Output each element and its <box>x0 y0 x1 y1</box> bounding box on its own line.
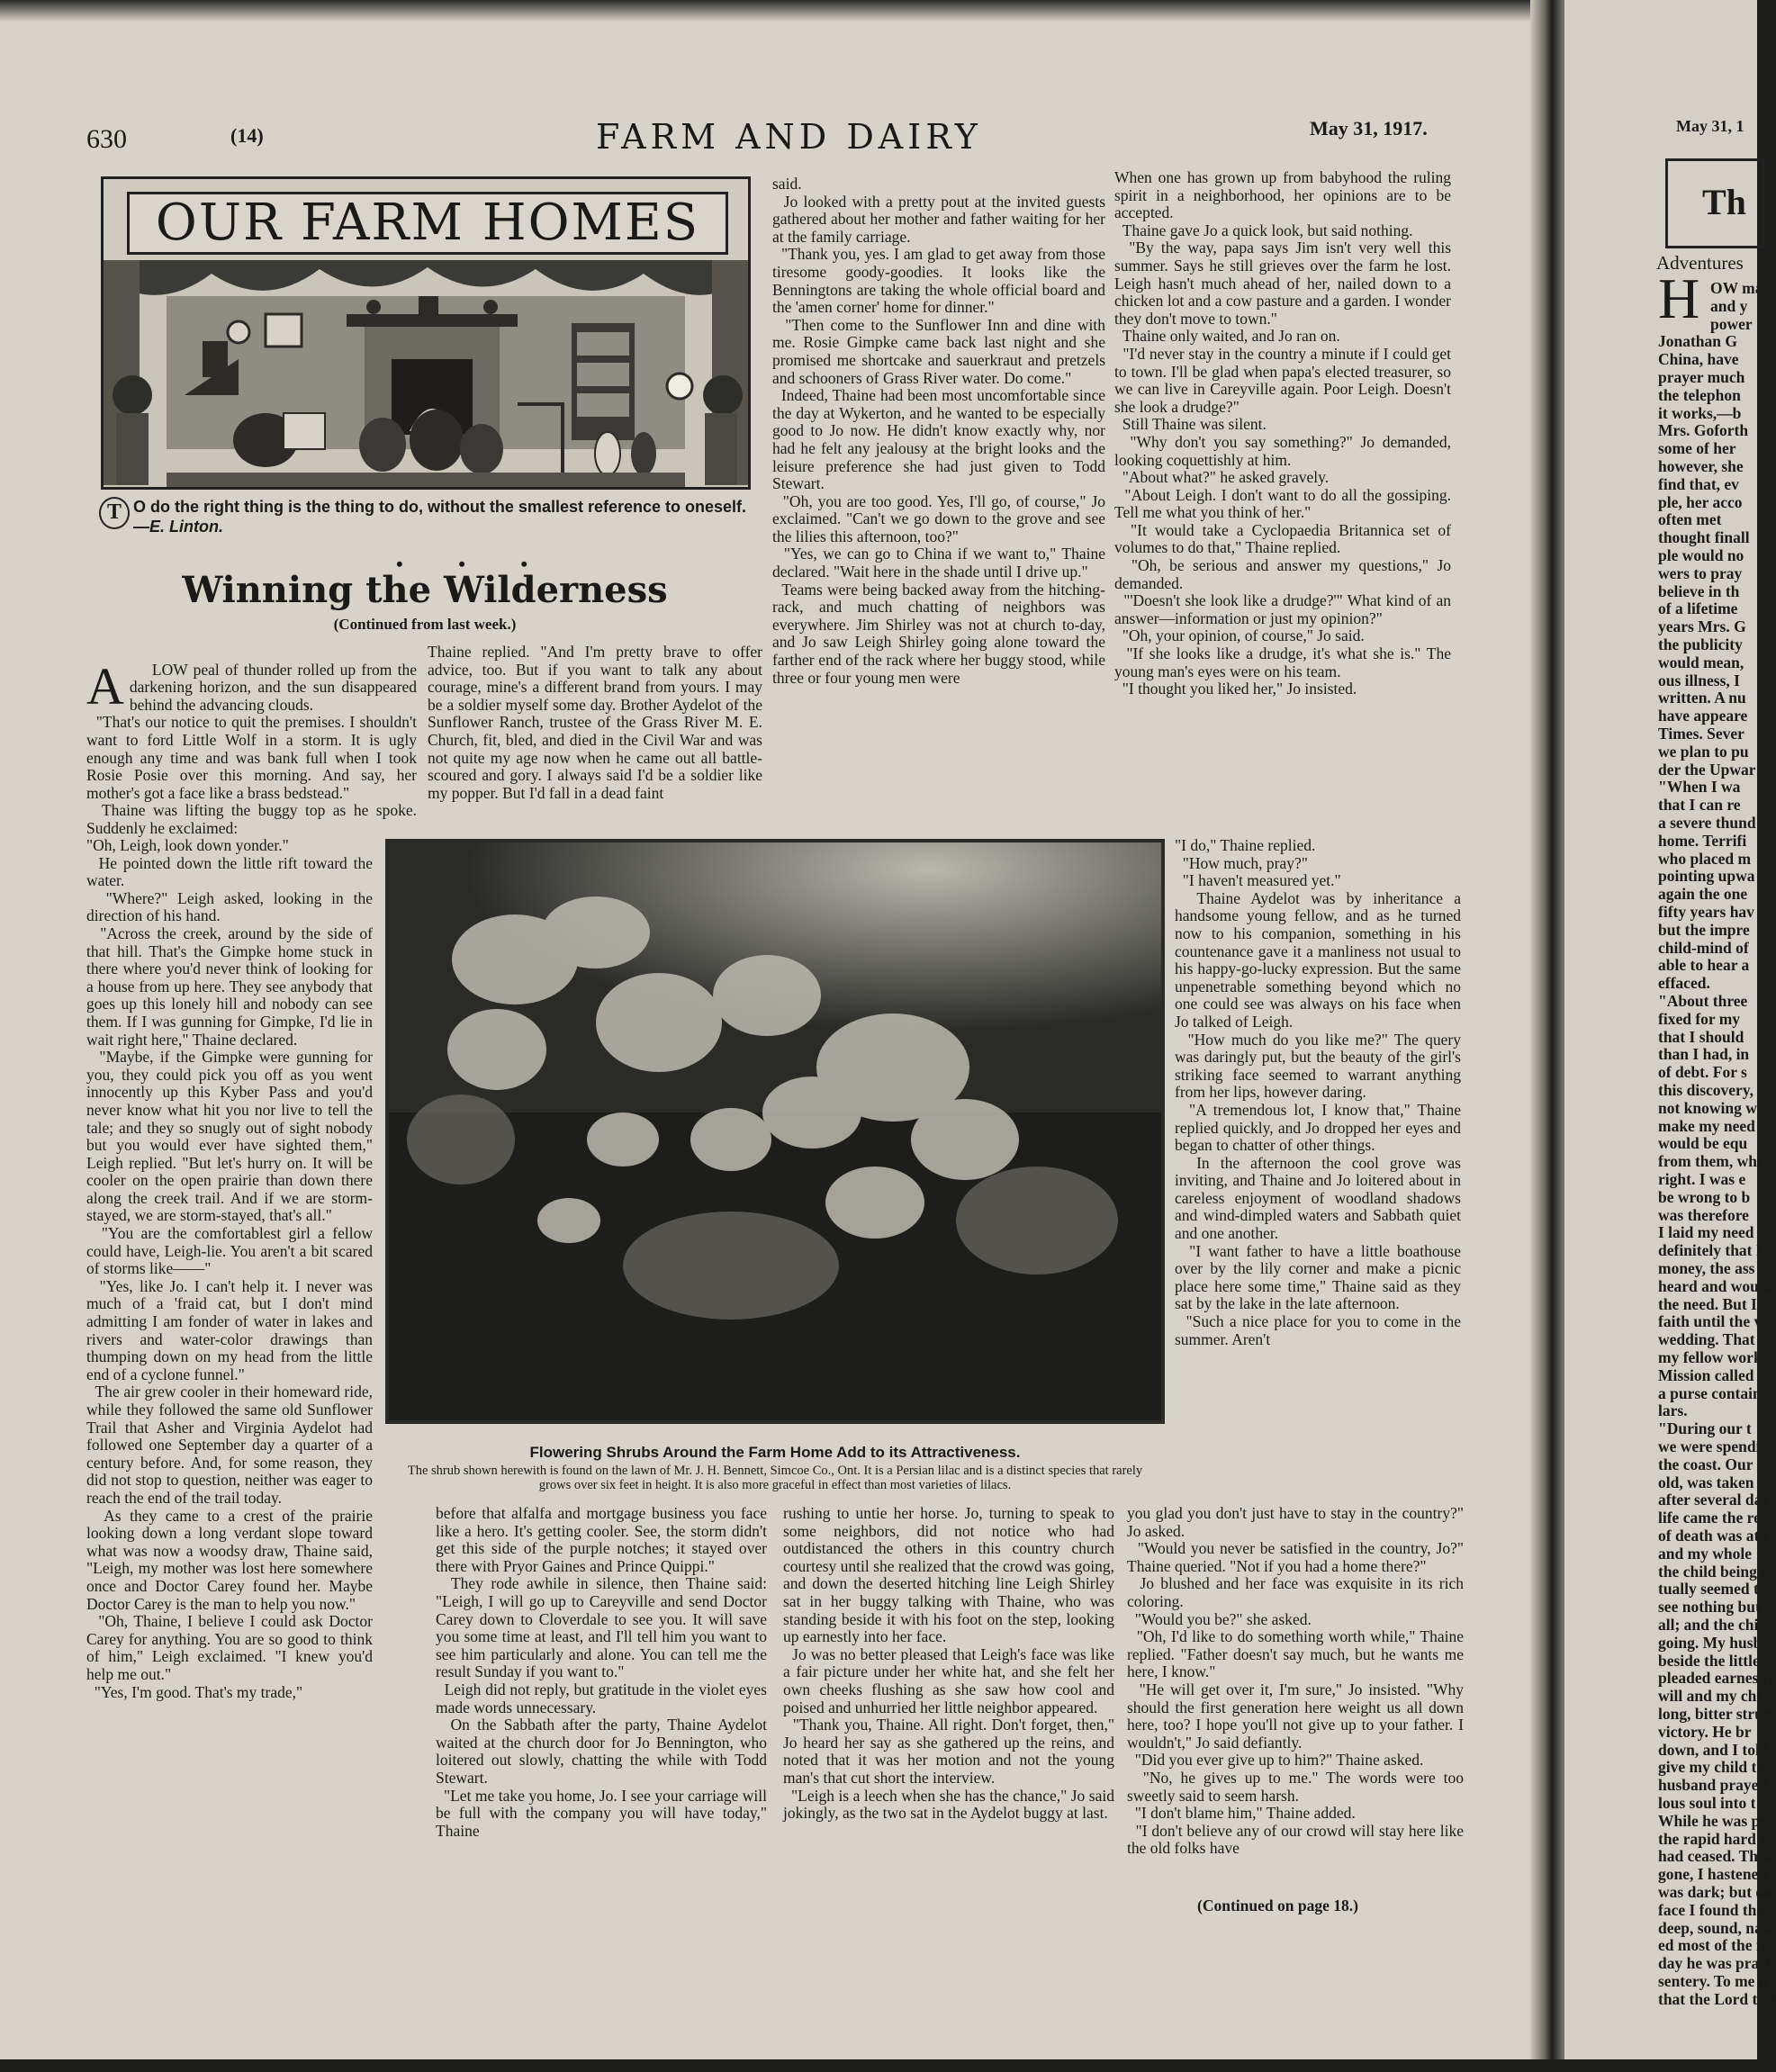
masthead-title: FARM AND DAIRY <box>596 117 982 157</box>
photo-caption-title: Flowering Shrubs Around the Farm Home Add to its Attractiveness. <box>529 1444 1021 1461</box>
quote-author: E. Linton. <box>149 518 223 536</box>
facing-page-line: we were spendi <box>1658 1437 1761 1455</box>
facing-page-line: we plan to pu <box>1658 742 1749 761</box>
facing-page-line: the rapid hard b <box>1658 1829 1770 1848</box>
facing-page-line: and my whole <box>1658 1544 1753 1563</box>
facing-page-line: wers to pray <box>1658 563 1743 582</box>
facing-page-line: a severe thund <box>1658 814 1756 832</box>
column-1-top <box>86 644 418 837</box>
issue-number: (14) <box>230 124 264 147</box>
column-4-bottom: you glad you don't just have to stay in the country?" Jo asked. "Would you never be satisfied in the country, Jo?" Thaine queried. "Not if you had a home there?" Jo blushed and her face was exquisite in its rich coloring. "Would you be?" she asked. "Oh, I'd like to do something worth while," Thaine replied. "Father doesn't say much, but he wants me here, I know." "He will get over it, I'm sure," Jo insisted. "Why should the first generation here weight us all down here, too? I hope you'll not give up to your father. I wouldn't," Jo said defiantly. "Did you ever give up to him?" Thaine asked. "No, he gives up to me." The words were too sweetly said to seem harsh. "I don't blame him," Thaine added. "I don't believe any of our crowd will stay here like the old folks have <box>1127 1504 1465 1858</box>
facing-page-line: definitely that I <box>1658 1241 1762 1260</box>
facing-page-line: down, and I told <box>1658 1740 1769 1759</box>
facing-page-line: after several day <box>1658 1491 1771 1509</box>
story-title: Winning the Wilderness <box>182 569 668 611</box>
facing-page-line: believe in th <box>1658 581 1740 600</box>
column-3-top: said. Jo looked with a pretty pout at the invited guests gathered about her mother and father waiting for her at the family carriage. "Thank you, yes. I am glad to get away from those tiresome goody-goodies. It looks like the Benningtons are taking the whole official board and the 'amen corner' home for dinner." "Then come to the Sunflower Inn and dine with me. Rosie Gimpke came back last night and she promised me shortcake and sauerkraut and pretzels and schooners of Grass River water. Do come." Indeed, Thaine had been most uncomfortable since the day at Wykerton, and he wanted to be especially good to Jo now. He didn't know exactly why, nor had he felt any jealousy at the bright looks and the leisure preference she had just given to Todd Stewart. "Oh, you are too good. Yes, I'll go, of course," Jo exclaimed. "Can't we go down to the grove and see the lilies this afternoon, too?" "Yes, we can go to China if we want to," Thaine declared. "Wait here in the shade until I drive up." Teams were being backed away from the hitching-rack, and much chatting of neighbors was everywhere. Jim Shirley was not at church to-day, and Jo saw Leigh Shirley going alone toward the farther end of the rack where her buggy stood, while three or four young men were <box>772 175 1106 687</box>
facing-page-line: wedding. That <box>1658 1330 1755 1349</box>
facing-page-line: "During our t <box>1658 1419 1752 1438</box>
facing-page-line: that the Lord test <box>1658 1989 1776 2008</box>
facing-page-date: May 31, 1 <box>1676 117 1744 135</box>
facing-page-line: life came the rea <box>1658 1509 1769 1527</box>
facing-page-title-box <box>1665 158 1764 248</box>
facing-page-line: than I had, in <box>1658 1045 1750 1064</box>
facing-page-line: ed most of the n <box>1658 1936 1765 1955</box>
facing-page-line: of a lifetime <box>1658 599 1738 618</box>
column-2-bottom: before that alfalfa and mortgage business you face like a hero. It's getting cooler. See, the storm didn't get this side of the purple notches; it stayed over there with Pryor Gaines and Prince Quippi." They rode awhile in silence, then Thaine said: "Leigh, I will go up to Careyville and send Doctor Carey down to Cloverdale to see you. It will save you some time at least, and I'll tell him you want to see him particularly and alone. You can tell me the result Sunday if you want to." Leigh did not reply, but gratitude in the violet eyes made words unnecessary. On the Sabbath after the party, Thaine Aydelot waited at the church door for Jo Bennington, who loitered out slowly, chatting the while with Todd Stewart. "Let me take you home, Jo. I see your carriage will be full with the company you will have today," Thaine <box>436 1504 768 1840</box>
facing-page-line: have appeare <box>1658 707 1748 725</box>
facing-page-line: der the Upwar <box>1658 760 1756 779</box>
facing-page-line: ple, her acco <box>1658 492 1743 511</box>
facing-page-line: was dark; but on <box>1658 1883 1772 1901</box>
facing-page-line: ple would no <box>1658 546 1744 564</box>
story-dropcap: A <box>86 656 124 716</box>
facing-page-line: would be equ <box>1658 1134 1748 1153</box>
facing-page-line: give my child to <box>1658 1758 1765 1777</box>
facing-page-line: fixed for my <box>1658 1009 1741 1028</box>
facing-page-line: the child being t <box>1658 1562 1767 1581</box>
facing-page-line: the need. But I <box>1658 1294 1757 1313</box>
page-number: 630 <box>86 124 127 154</box>
facing-page-line: gone, I hastened <box>1658 1865 1768 1884</box>
facing-page-line: however, she <box>1658 457 1744 475</box>
facing-page-line: who placed m <box>1658 849 1752 868</box>
continued-notice: (Continued on page 18.) <box>1197 1896 1358 1914</box>
facing-page-line: day he was pract <box>1658 1954 1771 1973</box>
lilac-photograph <box>385 839 1165 1424</box>
facing-page-subtitle: Adventures <box>1656 252 1744 274</box>
facing-page-line: deep, sound, natu <box>1658 1918 1776 1937</box>
column-2-top: Thaine replied. "And I'm pretty brave to offer advice, too. But if you want to talk any about courage, mine's a different brand from yours. I may be a soldier myself some day. Brother Aydelot of the Sunflower Ranch, trustee of the Grass River M. E. Church, fit, bled, and died in the Civil War and was not quite my age now when he came out all battle-scoured and gory. I always said I'd be a soldier like my popper. But I'd fall in a dead faint <box>428 643 767 802</box>
facing-page-line: victory. He br <box>1658 1722 1752 1741</box>
facing-page-line: had ceased. Thin <box>1658 1847 1771 1866</box>
facing-page-line: heard and would <box>1658 1276 1772 1295</box>
facing-page-line: face I found that <box>1658 1900 1770 1919</box>
facing-page-line: some of her <box>1658 439 1736 458</box>
epigraph-quote <box>99 497 747 536</box>
facing-page-line: prayer much <box>1658 368 1745 386</box>
facing-page-line: pleaded earnestly <box>1658 1669 1776 1688</box>
facing-page-line: not knowing w <box>1658 1098 1757 1117</box>
facing-page-line: the telephon <box>1658 385 1741 404</box>
facing-page-line: Jonathan G <box>1658 332 1738 351</box>
page-gutter <box>1530 0 1566 2059</box>
facing-page-line: home. Terrifi <box>1658 831 1747 850</box>
facing-page-line: of death was at t <box>1658 1527 1769 1545</box>
facing-page-line: years Mrs. G <box>1658 617 1746 636</box>
section-banner <box>101 176 751 490</box>
facing-page-line: the publicity <box>1658 635 1743 653</box>
facing-page-line: China, have <box>1658 350 1739 369</box>
column-4-top: When one has grown up from babyhood the ruling spirit in a neighborhood, her opinions are to be accepted. Thaine gave Jo a quick look, but said nothing. "By the way, papa says Jim isn't very well this summer. Says he still grieves over the farm he lost. Leigh hasn't much ahead of her, nailed down to a chicken lot and a cow pasture and a garden. I wonder they don't move to town." Thaine only waited, and Jo ran on. "I'd never stay in the country a minute if I could get to town. I'll be glad when papa's elected treasurer, so we can live in Careyville again. Poor Leigh. Doesn't she look a drudge?" Still Thaine was silent. "Why don't you say something?" Jo demanded, looking coquettishly at him. "About what?" he asked gravely. "About Leigh. I don't want to do all the gossiping. Tell me what you think of her." "It would take a Cyclopaedia Britannica set of volumes to do that," Thaine replied. "Oh, be serious and answer my questions," Jo demanded. "'Doesn't she look like a drudge?'" What kind of an answer—information or just my opinion?" "Oh, your opinion, of course," Jo said. "If she looks like a drudge, it's what she is." The young man's eyes were on his team. "I thought you liked her," Jo insisted. <box>1114 168 1452 698</box>
story-subtitle: (Continued from last week.) <box>333 616 517 633</box>
facing-page-line: from them, whi <box>1658 1152 1762 1171</box>
facing-page-line: lars. <box>1658 1401 1688 1420</box>
banner-title: OUR FARM HOMES <box>127 192 728 255</box>
facing-page-line: While he was pr <box>1658 1811 1768 1830</box>
facing-page-line: but the impre <box>1658 920 1750 939</box>
facing-page-line: tually seemed t <box>1658 1580 1759 1599</box>
facing-page-line: find that, ev <box>1658 474 1739 493</box>
facing-page-line: child-mind of <box>1658 938 1749 957</box>
facing-page-line: long, bitter strug <box>1658 1705 1771 1723</box>
facing-page-line: sentery. To me it <box>1658 1972 1769 1990</box>
facing-page-line: money, the ass <box>1658 1259 1755 1277</box>
fireside-illustration <box>104 260 748 487</box>
facing-page-line: make my need <box>1658 1116 1755 1135</box>
issue-date: May 31, 1917. <box>1310 117 1428 140</box>
facing-page-line: was therefore <box>1658 1205 1749 1224</box>
facing-page-line: effaced. <box>1658 974 1710 993</box>
facing-page-line: again the one <box>1658 885 1748 904</box>
facing-page-line: will and my chi <box>1658 1687 1762 1706</box>
facing-page-line: Mrs. Goforth <box>1658 421 1749 440</box>
column-3-bottom: rushing to untie her horse. Jo, turning to speak to some neighbors, did not notice who had outdistanced the others in this country church courtesy until she realized that the crowd was going, and down the deserted hitching line Leigh Shirley sat in her buggy talking with Thaine, who was standing beside it with his foot on the step, looking up earnestly into her face. Jo was no better pleased that Leigh's face was like a fair picture under her white hat, and she felt her own cheeks flushing as she saw how cool and poised and unhurried her little neighbor appeared. "Thank you, Thaine. All right. Don't forget, then," Jo heard her say as she gathered up the reins, and noted that it was her motion and not the young man's that cut short the interview. "Leigh is a leech when she has the chance," Jo said jokingly, as the two sat in the Aydelot buggy at last. <box>783 1504 1115 1823</box>
facing-page-dropcap: H <box>1658 266 1700 330</box>
lilac-shrub-image <box>389 842 1161 1420</box>
quote-initial: T <box>99 497 130 529</box>
facing-page-line: I laid my need <box>1658 1223 1754 1242</box>
facing-page-line: husband prayed, <box>1658 1776 1771 1795</box>
section-separator: • • • <box>396 553 554 575</box>
facing-page-line: Times. Sever <box>1658 725 1744 743</box>
quote-text: O do the right thing is the thing to do, without the smallest reference to oneself.— <box>133 498 747 536</box>
facing-page-line: ous illness, I <box>1658 671 1740 689</box>
facing-page-line: old, was taken v <box>1658 1473 1766 1491</box>
facing-page-line: be wrong to b <box>1658 1187 1751 1206</box>
facing-page-line: a purse contain <box>1658 1383 1762 1402</box>
facing-page-line: written. A nu <box>1658 689 1746 707</box>
facing-page-line: "When I wa <box>1658 778 1741 797</box>
facing-page-line: often met <box>1658 510 1722 529</box>
column-1-top-text: LOW peal of thunder rolled up from the darkening horizon, and the sun disappeared behind the advancing clouds. "That's our notice to quit the premises. I shouldn't want to ford Little Wolf in a storm. It is ugly enough any time and was bank full when I took Rosie Posie over this morning. And say, her mother's got a face like a brass bedstead." Thaine was lifting the buggy top as he spoke. Suddenly he exclaimed: <box>86 660 418 837</box>
facing-page-title-fragment: Th <box>1702 182 1746 222</box>
facing-page-line: able to hear a <box>1658 956 1750 975</box>
facing-page-line: pointing upwa <box>1658 867 1755 886</box>
facing-page-fragment <box>1564 0 1776 2059</box>
facing-page-line: this discovery, <box>1658 1081 1753 1099</box>
facing-page-line: right. I was e <box>1658 1170 1746 1188</box>
facing-page-line: all; and the chi <box>1658 1616 1759 1634</box>
facing-page-line: Mission called a <box>1658 1365 1766 1384</box>
facing-page-line: my fellow work <box>1658 1348 1762 1366</box>
facing-page-line: power <box>1710 314 1753 333</box>
facing-page-line: that I should <box>1658 1027 1744 1046</box>
facing-page-line: "About three <box>1658 992 1748 1010</box>
facing-page-line: would mean, <box>1658 653 1744 671</box>
facing-page-line: see nothing but <box>1658 1598 1761 1617</box>
facing-page-line: OW ma <box>1710 279 1763 297</box>
facing-page-line: faith until the v <box>1658 1312 1762 1331</box>
facing-page-line: of debt. For s <box>1658 1063 1747 1082</box>
facing-page-line: thought finall <box>1658 528 1750 547</box>
facing-page-line: that I can re <box>1658 796 1741 815</box>
facing-page-line: it works,—b <box>1658 403 1742 422</box>
scan-top-edge <box>0 0 1548 22</box>
photo-caption-text: The shrub shown herewith is found on the lawn of Mr. J. H. Bennett, Simcoe Co., Ont. It is a Persian lilac and is a distinct species that rarely grows over six feet in height. It is also more graceful in effect than most varieties of lilacs. <box>407 1464 1143 1492</box>
column-4-narrow: "I do," Thaine replied. "How much, pray?" "I haven't measured yet." Thaine Aydelot was by inheritance a handsome young fellow, and as he turned now to his companion, something in his countenance gave it a manliness not usual to his happy-go-lucky expression. But the same unpenetrable something beyond which no one could see was always on his face when Jo talked of Leigh. "How much do you like me?" The query was daringly put, but the beauty of the girl's striking face seemed to warrant anything from her lips, however daring. "A tremendous lot, I know that," Thaine replied quickly, and Jo dropped her eyes and began to chatter of other things. In the afternoon the cool grove was inviting, and Thaine and Jo loitered about in careless enjoyment of woodland shadows and wind-dimpled waters and Sabbath quiet and one another. "I want father to have a little boathouse over by the lily corner and make a picnic place here some time," Thaine said as they sat by the lake in the late afternoon. "Such a nice place for you to come in the summer. Aren't <box>1175 836 1461 1348</box>
facing-page-line: going. My husba <box>1658 1633 1770 1652</box>
facing-page-line: and y <box>1710 296 1748 315</box>
facing-page-line: the coast. Our <box>1658 1455 1753 1473</box>
facing-page-line: beside the little <box>1658 1651 1760 1670</box>
facing-page-line: fifty years hav <box>1658 903 1754 921</box>
column-1-narrow: "Oh, Leigh, look down yonder." He pointed down the little rift toward the water. "Where?" Leigh asked, looking in the direction of his hand. "Across the creek, around by the side of that hill. That's the Gimpke home stuck in there where you'd never think of looking for a house from up here. They see anybody that goes up this lonely hill and nobody can see them. If I was gunning for Gimpke, I'd lie in wait right here," Thaine declared. "Maybe, if the Gimpke were gunning for you, they could pick you off as you went innocently up this Kyber Pass and you'd never know what hit you nor live to tell the tale; and they so snugly out of sight nobody but you would ever have sighted them," Leigh replied. "But let's hurry on. It will be cooler on the open prairie than down there along the creek trail. And if we are storm-stayed, we are storm-stayed, that's all." "You are the comfortablest girl a fellow could have, Leigh-lie. You aren't a bit scared of storms like——" "Yes, like Jo. I can't help it. I never was much of a 'fraid cat, but I don't mind admitting I am fonder of water in lakes and rivers and water-color drawings than thumping down on my head from the little end of a cyclone funnel." The air grew cooler in their homeward ride, while they followed the same old Sunflower Trail that Asher and Virginia Aydelot had followed one September day a quarter of a century before. And, for some reason, they did not stop to question, neither was eager to reach the end of the trail today. As they came to a crest of the prairie looking down a long verdant slope toward what was now a woodsy draw, Thaine said, "Leigh, my mother was lost here somewhere once and Doctor Carey found her. Maybe Doctor Carey is the man to help you now." "Oh, Thaine, I believe I could ask Doctor Carey for anything. You are so good to think of him," Leigh exclaimed. "I knew you'd help me out." "Yes, I'm good. That's my trade," <box>86 836 374 1701</box>
facing-page-line: lous soul into t <box>1658 1794 1756 1812</box>
